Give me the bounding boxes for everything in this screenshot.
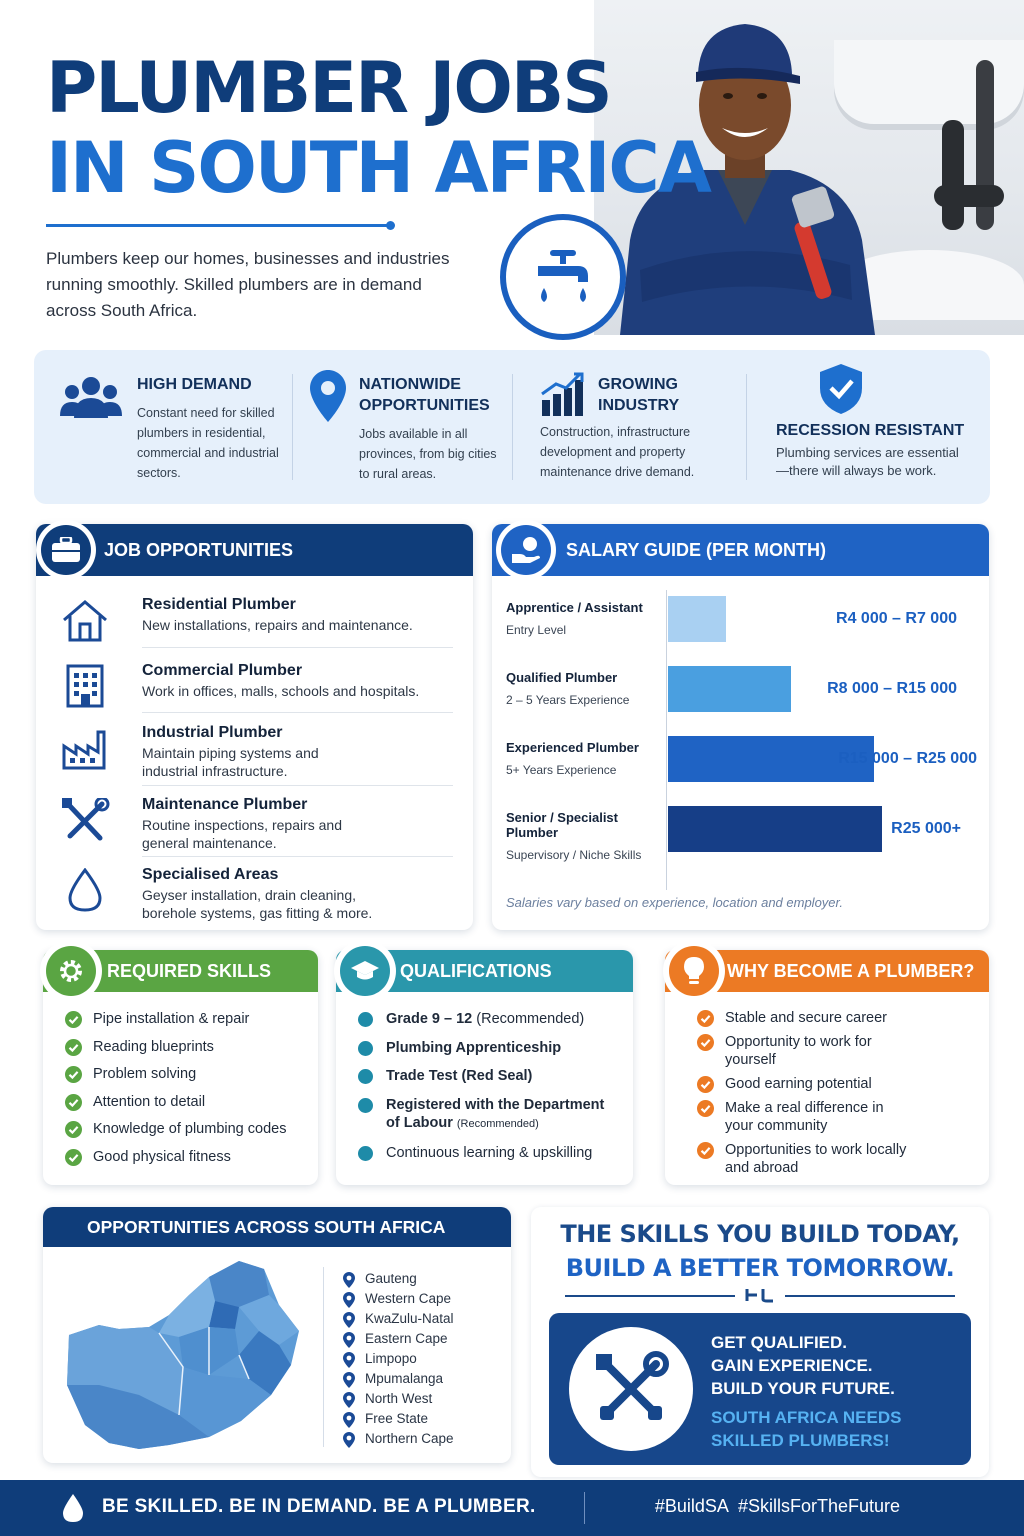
province-label: KwaZulu-Natal <box>365 1311 454 1326</box>
tools-badge <box>569 1327 693 1451</box>
bullet-dot <box>358 1041 373 1056</box>
reason-label: Make a real difference in your community <box>725 1100 884 1134</box>
feature-title: NATIONWIDE OPPORTUNITIES <box>359 376 490 414</box>
salary-level: Experienced Plumber <box>506 740 639 755</box>
salary-value-label: R15 000 – R25 000 <box>838 750 977 767</box>
cta-highlight-2: SKILLED PLUMBERS! <box>711 1431 890 1450</box>
province-label: Eastern Cape <box>365 1331 448 1346</box>
job-title: Commercial Plumber <box>142 662 303 679</box>
feature-strip <box>34 350 990 504</box>
cta-title-line-2: BUILD A BETTER TOMORROW. <box>565 1254 955 1282</box>
job-desc: Work in offices, malls, schools and hospitals. <box>142 683 420 699</box>
province-item <box>343 1291 454 1311</box>
salary-badge <box>496 520 556 580</box>
footer-bar <box>0 1480 1024 1536</box>
skill-item <box>65 1093 308 1111</box>
salary-experience: Supervisory / Niche Skills <box>506 848 642 862</box>
graduation-badge <box>334 940 396 1002</box>
salary-experience: 2 – 5 Years Experience <box>506 693 630 707</box>
skill-label: Pipe installation & repair <box>93 1011 250 1027</box>
province-item <box>343 1431 454 1451</box>
feature-recession <box>776 350 976 504</box>
feature-desc: Construction, infrastructure development and property maintenance drive demand. <box>540 425 695 479</box>
salary-experience: 5+ Years Experience <box>506 763 617 777</box>
skill-label: Reading blueprints <box>93 1038 214 1055</box>
location-pin-icon <box>343 1392 355 1408</box>
salary-row-label <box>506 810 666 862</box>
feature-desc: Constant need for skilled plumbers in residential, commercial and industrial sectors. <box>137 406 279 480</box>
salary-level: Qualified Plumber <box>506 670 618 685</box>
bullet-dot <box>358 1069 373 1084</box>
check-icon <box>697 1010 714 1027</box>
page-title <box>46 48 710 208</box>
skill-item <box>65 1065 308 1083</box>
cta-line-3: BUILD YOUR FUTURE. <box>711 1379 895 1398</box>
salary-row-label <box>506 600 666 637</box>
qualification-item: Registered with the Department of Labour (Recommended) <box>358 1096 618 1133</box>
feature-title: HIGH DEMAND <box>137 376 252 393</box>
salary-value-label: R25 000+ <box>891 820 961 837</box>
reason-label: Opportunities to work locally and abroad <box>725 1142 907 1176</box>
reason-label: Opportunity to work for yourself <box>725 1034 872 1068</box>
province-item <box>343 1331 454 1351</box>
reason-label: Good earning potential <box>725 1076 872 1092</box>
location-pin-icon <box>310 370 346 422</box>
feature-title: GROWING INDUSTRY <box>598 376 680 414</box>
lightbulb-badge <box>663 940 725 1002</box>
salary-row-label <box>506 670 666 707</box>
title-line-2: IN SOUTH AFRICA <box>46 127 710 209</box>
salary-experience: Entry Level <box>506 623 567 637</box>
job-title: Maintenance Plumber <box>142 796 308 813</box>
province-item <box>343 1391 454 1411</box>
people-icon <box>60 376 122 418</box>
job-opportunities-panel <box>36 524 473 930</box>
cta-text <box>711 1331 901 1452</box>
job-opportunities-heading: JOB OPPORTUNITIES <box>104 539 294 560</box>
province-item <box>343 1371 454 1391</box>
briefcase-icon <box>51 537 81 563</box>
cta-box <box>549 1313 971 1465</box>
location-pin-icon <box>343 1312 355 1328</box>
graduation-cap-icon <box>350 959 380 983</box>
shield-check-icon <box>820 364 862 414</box>
feature-growing <box>540 350 750 504</box>
skill-label: Problem solving <box>93 1066 197 1083</box>
location-pin-icon <box>343 1372 355 1388</box>
reason-item <box>697 1141 907 1177</box>
salary-note: Salaries vary based on experience, location and employer. <box>506 895 843 910</box>
salary-level: Apprentice / Assistant <box>506 600 643 615</box>
bullet-dot <box>358 1146 373 1161</box>
tools-icon <box>60 798 110 842</box>
why-plumber-heading: WHY BECOME A PLUMBER? <box>727 960 975 981</box>
feature-title: RECESSION RESISTANT <box>776 422 965 439</box>
title-line-1: PLUMBER JOBS <box>46 47 611 129</box>
qualification-item: Continuous learning & upskilling <box>358 1144 618 1162</box>
salary-guide-header <box>492 524 989 576</box>
province-item <box>343 1271 454 1291</box>
qualification-item: Plumbing Apprenticeship <box>358 1039 618 1057</box>
lightbulb-icon <box>683 956 705 986</box>
check-icon <box>65 1066 82 1083</box>
check-icon <box>65 1039 82 1056</box>
south-africa-map <box>59 1255 299 1455</box>
job-opportunities-header <box>36 524 473 576</box>
check-icon <box>65 1121 82 1138</box>
title-underline <box>46 224 391 227</box>
opportunities-map-panel <box>43 1207 511 1463</box>
bullet-dot <box>358 1098 373 1113</box>
reason-label: Stable and secure career <box>725 1010 888 1026</box>
check-icon <box>697 1076 714 1093</box>
house-icon <box>60 598 110 642</box>
location-pin-icon <box>343 1352 355 1368</box>
salary-bar <box>668 666 791 712</box>
province-label: Free State <box>365 1411 429 1426</box>
call-to-action-panel <box>531 1207 989 1477</box>
salary-level: Senior / Specialist Plumber <box>506 810 618 840</box>
map-heading: OPPORTUNITIES ACROSS SOUTH AFRICA <box>87 1216 446 1237</box>
map-header <box>43 1207 511 1247</box>
province-label: Limpopo <box>365 1351 417 1366</box>
province-item <box>343 1411 454 1431</box>
location-pin-icon <box>343 1292 355 1308</box>
water-tap-icon <box>528 242 598 312</box>
cta-line-2: GAIN EXPERIENCE. <box>711 1356 873 1375</box>
qualification-item: Grade 9 – 12 (Recommended) <box>358 1010 618 1028</box>
reason-item <box>697 1009 907 1027</box>
skill-label: Good physical fitness <box>93 1149 231 1165</box>
job-desc: Routine inspections, repairs and general maintenance. <box>142 817 343 851</box>
footer-hashtags: #BuildSA #SkillsForTheFuture <box>654 1496 900 1516</box>
footer-slogan: BE SKILLED. BE IN DEMAND. BE A PLUMBER. <box>102 1496 536 1517</box>
job-desc: Geyser installation, drain cleaning, borehole systems, gas fitting & more. <box>142 887 373 921</box>
check-icon <box>697 1100 714 1117</box>
salary-guide-heading: SALARY GUIDE (PER MONTH) <box>566 539 827 560</box>
growth-chart-icon <box>540 372 586 416</box>
hand-coin-icon <box>510 536 542 564</box>
province-label: Gauteng <box>365 1271 417 1286</box>
location-pin-icon <box>343 1412 355 1428</box>
qualification-item: Trade Test (Red Seal) <box>358 1067 618 1085</box>
cta-highlight-1: SOUTH AFRICA NEEDS <box>711 1408 902 1427</box>
skill-item <box>65 1148 308 1166</box>
reason-item <box>697 1033 907 1069</box>
crossed-tools-icon <box>592 1350 670 1428</box>
location-pin-icon <box>343 1272 355 1288</box>
check-icon <box>65 1149 82 1166</box>
water-drop-icon <box>62 1493 84 1523</box>
skill-item <box>65 1120 308 1138</box>
check-icon <box>65 1011 82 1028</box>
location-pin-icon <box>343 1432 355 1448</box>
province-item <box>343 1311 454 1331</box>
province-list <box>343 1271 454 1451</box>
check-icon <box>697 1034 714 1051</box>
salary-bar <box>668 596 726 642</box>
location-pin-icon <box>343 1332 355 1348</box>
water-tap-badge <box>500 214 626 340</box>
factory-icon <box>60 726 110 770</box>
feature-desc: Jobs available in all provinces, from big cities to rural areas. <box>359 427 497 481</box>
pipe-wrench-divider-icon <box>745 1287 775 1303</box>
feature-high-demand <box>58 350 298 504</box>
cta-title <box>531 1217 989 1285</box>
skill-item <box>65 1038 308 1056</box>
cta-title-line-1: THE SKILLS YOU BUILD TODAY, <box>560 1220 960 1248</box>
skill-label: Attention to detail <box>93 1093 206 1110</box>
cta-line-1: GET QUALIFIED. <box>711 1333 847 1352</box>
salary-value-label: R4 000 – R7 000 <box>836 610 957 627</box>
job-title: Residential Plumber <box>142 596 296 613</box>
check-icon <box>65 1094 82 1111</box>
skill-label: Knowledge of plumbing codes <box>93 1121 287 1138</box>
province-label: Western Cape <box>365 1291 452 1306</box>
province-label: North West <box>365 1391 433 1406</box>
qualifications-heading: QUALIFICATIONS <box>400 960 552 981</box>
gear-badge <box>40 940 102 1002</box>
job-desc: New installations, repairs and maintenance. <box>142 617 413 633</box>
briefcase-badge <box>36 520 96 580</box>
province-label: Northern Cape <box>365 1431 454 1446</box>
province-item <box>343 1351 454 1371</box>
reason-item <box>697 1075 907 1093</box>
job-title: Industrial Plumber <box>142 724 283 741</box>
feature-nationwide <box>304 350 519 504</box>
required-skills-heading: REQUIRED SKILLS <box>107 960 272 981</box>
salary-guide-panel <box>492 524 989 930</box>
salary-value-label: R8 000 – R15 000 <box>827 680 957 697</box>
salary-bar <box>668 806 882 852</box>
check-icon <box>697 1142 714 1159</box>
gear-icon <box>57 957 85 985</box>
feature-desc: Plumbing services are essential—there will always be work. <box>776 445 959 478</box>
bullet-dot <box>358 1012 373 1027</box>
job-title: Specialised Areas <box>142 866 279 883</box>
hero-section <box>0 0 1024 340</box>
province-label: Mpumalanga <box>365 1371 444 1386</box>
office-building-icon <box>60 664 110 708</box>
water-drop-icon <box>60 868 110 912</box>
reason-item <box>697 1099 907 1135</box>
salary-row-label <box>506 740 666 777</box>
skill-item <box>65 1010 308 1028</box>
intro-text: Plumbers keep our homes, businesses and industries running smoothly. Skilled plumbers are in demand across South Africa. <box>46 249 450 320</box>
job-desc: Maintain piping systems and industrial infrastructure. <box>142 745 319 779</box>
